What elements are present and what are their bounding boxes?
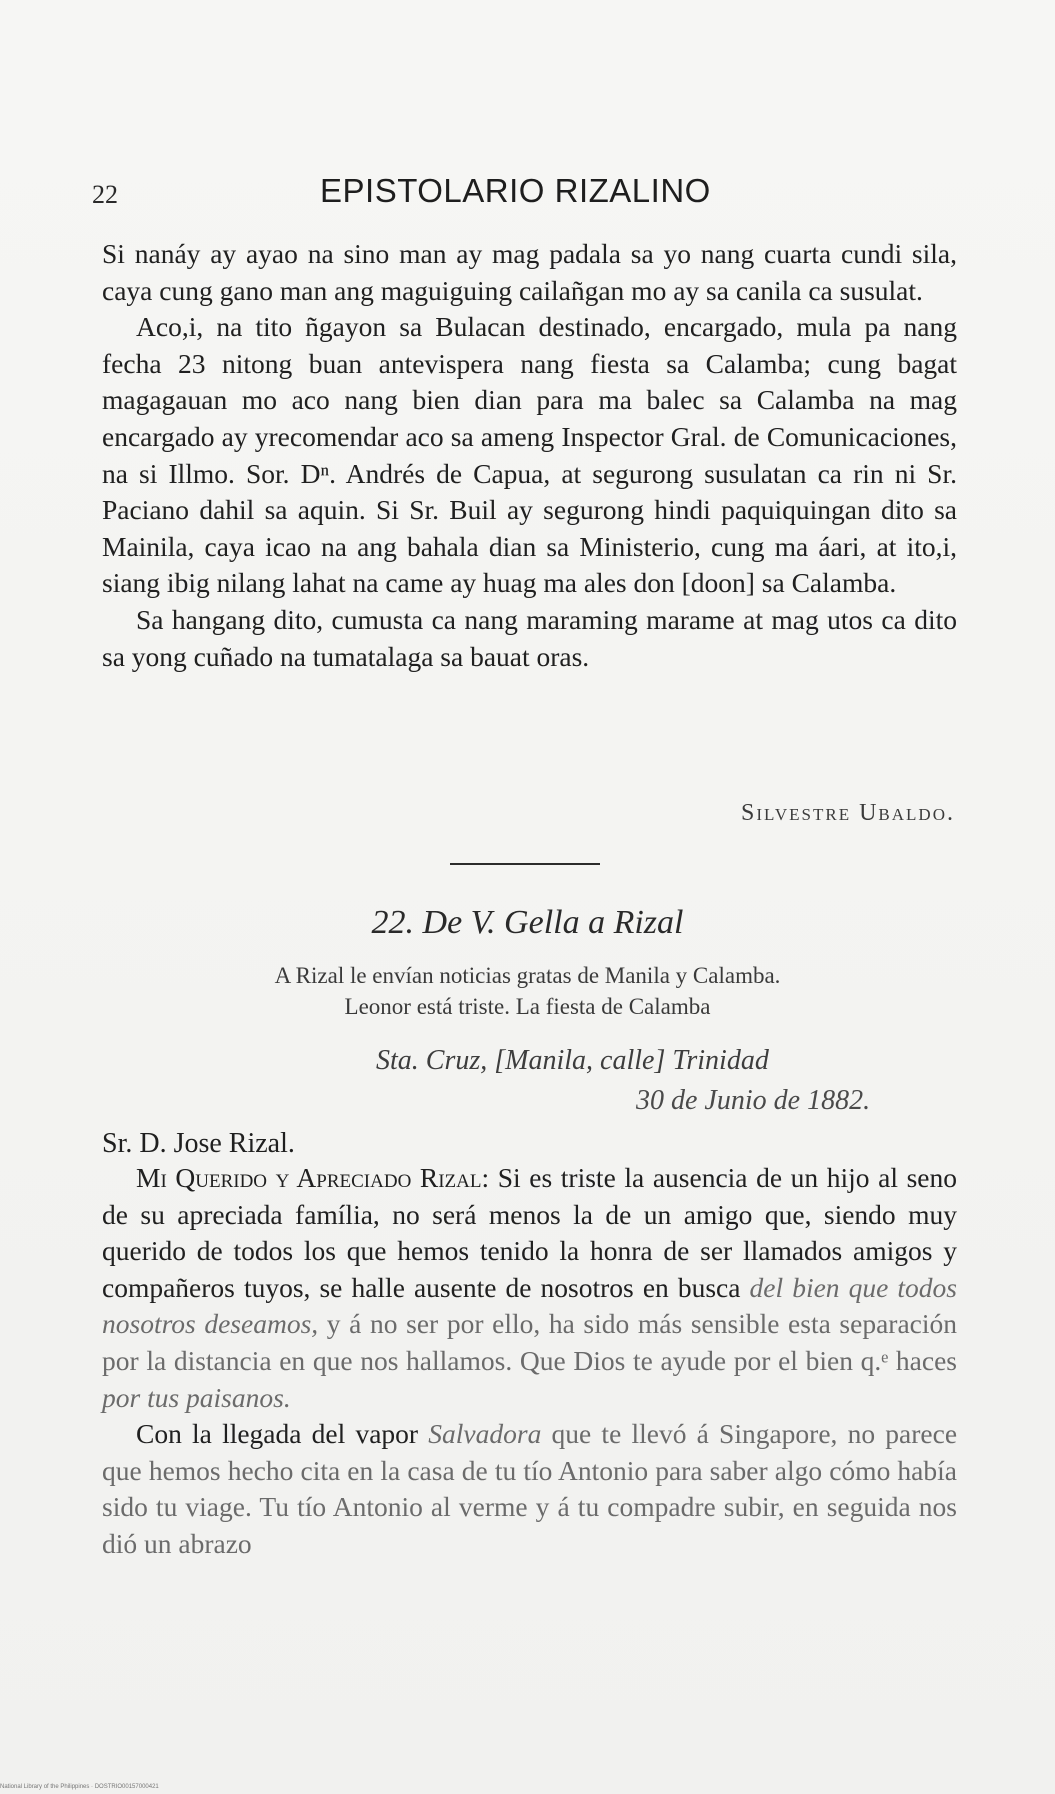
italic-run: del bien que todos nosotros deseamos, <box>102 1271 958 1340</box>
summary-line: A Rizal le envían noticias gratas de Manila y Calamba. <box>274 963 781 988</box>
running-title: EPISTOLARIO RIZALINO <box>320 172 711 209</box>
text-run: Si es triste la ausencia de un hijo al seno de su apreciada família, no será menos la de un amigo que, siendo muy querido de todos los que hemos tenido la honra de ser llamados amigos y compañeros tuyos, se halle ausente de nosotros en busca <box>102 1162 957 1303</box>
page-header <box>92 172 932 222</box>
scan-credit: National Library of the Philippines · DOSTRIO00157000421 <box>0 1784 159 1790</box>
signature: Silvestre Ubaldo. <box>741 800 955 826</box>
letter-date: 30 de Junio de 1882. <box>636 1085 871 1116</box>
letter-place: Sta. Cruz, [Manila, calle] Trinidad <box>376 1045 769 1076</box>
summary-line: Leonor está triste. La fiesta de Calamba <box>344 994 711 1019</box>
previous-letter-text <box>102 236 957 675</box>
italic-run: por tus paisanos. <box>102 1381 291 1413</box>
text-run: Con la llegada del vapor <box>136 1418 419 1450</box>
letter-summary <box>0 960 1055 1022</box>
letter-title: 22. De V. Gella a Rizal <box>371 904 684 941</box>
opening-caps: Mi Querido y Apreciado Rizal: <box>136 1162 490 1193</box>
text-run: que te llevó á Singapore, no parece que hemos hecho cita en la casa de tu tío Antonio para saber algo cómo había sido tu viage. Tu tío Antonio al verme y á tu compadre subir, en seguida nos dió un abrazo <box>102 1418 958 1559</box>
paragraph: Sa hangang dito, cumusta ca nang maraming marame at mag utos ca dito sa yong cuñado na tumatalaga sa bauat oras. <box>102 603 957 672</box>
section-divider <box>450 863 600 865</box>
letter-body <box>102 1160 957 1563</box>
italic-run: Salvadora <box>428 1418 542 1450</box>
paragraph <box>102 1160 957 1416</box>
paragraph: Si nanáy ay ayao na sino man ay mag padala sa yo nang cuarta cundi sila, caya cung gano man ang maguiguing cailañgan mo ay sa canila ca susulat. <box>102 238 957 306</box>
salutation: Sr. D. Jose Rizal. <box>102 1128 295 1159</box>
paragraph <box>102 1416 957 1562</box>
paragraph: Aco,i, na tito ñgayon sa Bulacan destinado, encargado, mula pa nang fecha 23 nitong buan antevispera nang fiesta sa Calamba; cung bagat magagauan mo aco nang bien dian para ma balec sa Calamba na mag encargado ay yrecomendar aco sa ameng Inspector Gral. de Comunicaciones, na si Illmo. Sor. Dⁿ. Andrés de Capua, at segurong susulatan ca rin ni Sr. Paciano dahil sa aquin. Si Sr. Buil ay segurong hindi paquiquingan dito sa Mainila, caya icao na ang bahala dian sa Ministerio, cung ma áari, at ito,i, siang ibig nilang lahat na came ay huag ma ales don [doon] sa Calamba. <box>102 311 957 599</box>
text-run: y á no ser por ello, ha sido más sensible esta separación por la distancia en que nos hallamos. Que Dios te ayude por el bien q.ᵉ haces <box>102 1308 958 1376</box>
page-number: 22 <box>92 180 118 209</box>
